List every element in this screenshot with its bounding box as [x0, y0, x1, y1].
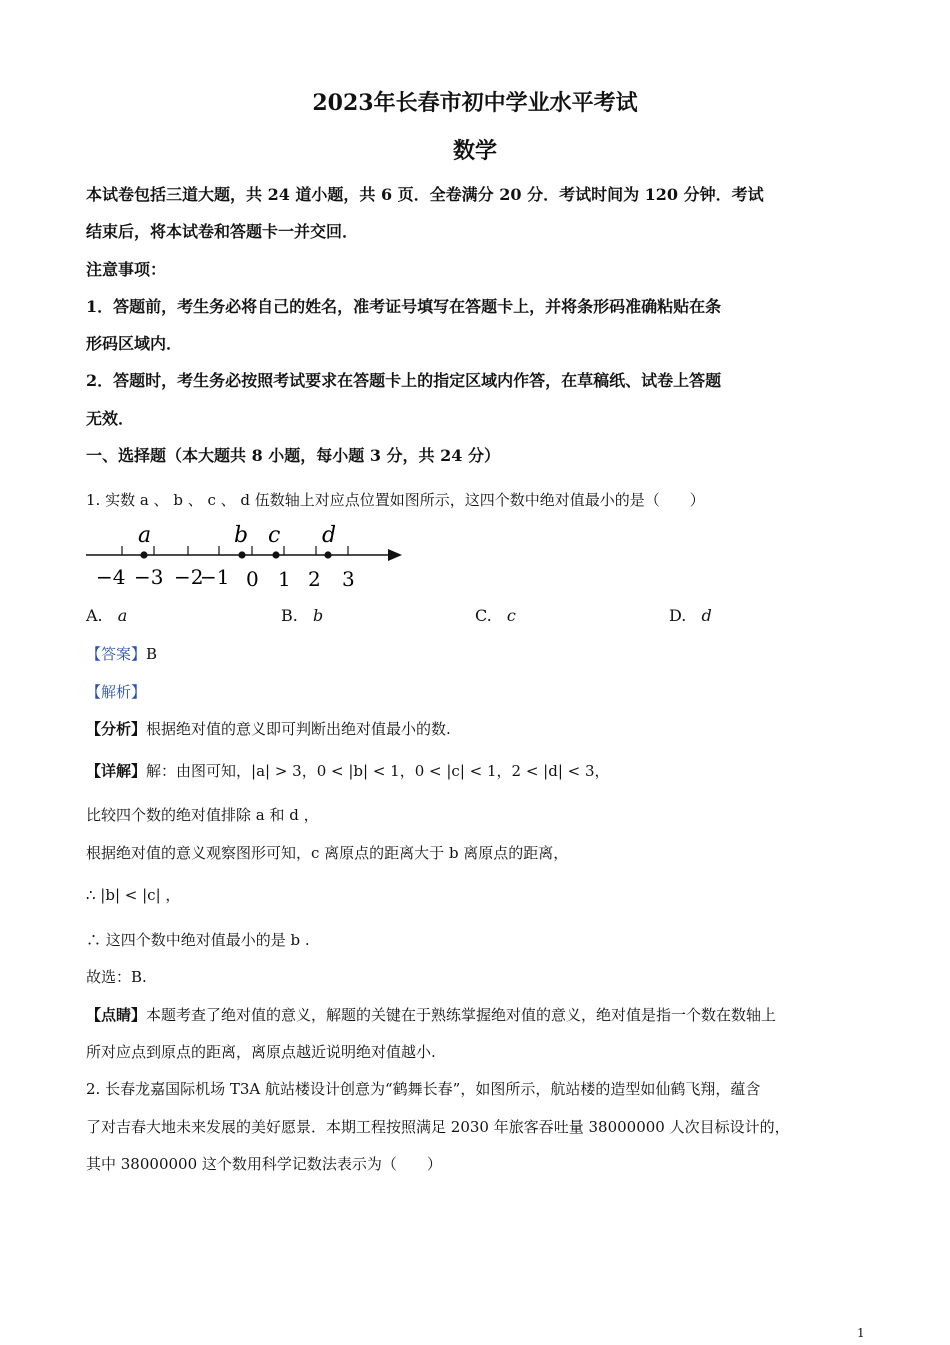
solution-step-3: ∴ |b| < |c| ，: [86, 886, 181, 904]
tick-label: −1: [200, 565, 230, 589]
choice-value: b: [312, 606, 324, 625]
question-2-line-2: 了对吉春大地未来发展的美好愿景．本期工程按照满足 2030 年旅客吞吐量 38000000 人次目标设计的，: [86, 1118, 790, 1136]
page-number: 1: [857, 1326, 865, 1340]
analysis-tag: 【解析】: [86, 683, 147, 701]
choice-d: [669, 606, 712, 625]
choice-a: [86, 606, 127, 625]
point-b: [238, 551, 245, 558]
solution-step-1: 比较四个数的绝对值排除 a 和 d ，: [86, 806, 319, 824]
notice-2-line-2: 无效．: [86, 409, 135, 428]
choice-value: c: [506, 606, 516, 625]
point-d: [324, 551, 331, 558]
tick-label: −3: [134, 565, 164, 589]
dianjing-row: [86, 1004, 776, 1025]
tick-label: 1: [278, 567, 291, 591]
tick-label: 3: [342, 567, 355, 591]
number-line-figure: [82, 520, 412, 592]
intro-line-1: 本试卷包括三道大题，共 24 道小题，共 6 页．全卷满分 20 分．考试时间为 120 分钟．考试: [86, 185, 764, 204]
notice-title: 注意事项：: [86, 260, 167, 279]
question-2-line-1: 2. 长春龙嘉国际机场 T3A 航站楼设计创意为“鹤舞长春”，如图所示，航站楼的造型如仙鹤飞翔，蕴含: [86, 1080, 761, 1098]
choice-letter: D.: [669, 606, 687, 625]
xiangjie-tag: 【详解】: [86, 762, 147, 780]
fenxi-row: [86, 718, 451, 739]
choice-letter: A.: [86, 606, 103, 625]
fenxi-text: 根据绝对值的意义即可判断出绝对值最小的数.: [146, 720, 451, 738]
point-c: [272, 551, 279, 558]
notice-2-line-1: 2．答题时，考生务必按照考试要求在答题卡上的指定区域内作答，在草稿纸、试卷上答题: [86, 371, 722, 390]
point-label-c: c: [268, 523, 281, 548]
dianjing-text: 本题考查了绝对值的意义，解题的关键在于熟练掌握绝对值的意义，绝对值是指一个数在数轴上: [146, 1006, 777, 1024]
question-1-stem: 1. 实数 a 、 b 、 c 、 d 伍数轴上对应点位置如图所示，这四个数中绝对值最小的是（ ）: [86, 491, 705, 509]
solution-step-5: 故选：B.: [86, 968, 147, 986]
choice-letter: B.: [281, 606, 298, 625]
xiangjie-row: [86, 760, 610, 781]
answer-tag: 【答案】: [86, 645, 147, 663]
dianjing-line-2: 所对应点到原点的距离，离原点越近说明绝对值越小.: [86, 1043, 436, 1061]
dianjing-tag: 【点睛】: [86, 1006, 147, 1024]
intro-line-2: 结束后，将本试卷和答题卡一并交回．: [86, 222, 359, 241]
choice-letter: C.: [475, 606, 492, 625]
point-label-a: a: [138, 523, 152, 548]
choice-value: d: [701, 606, 712, 625]
solution-step-2: 根据绝对值的意义观察图形可知，c 离原点的距离大于 b 离原点的距离，: [86, 844, 569, 862]
section-1-heading: 一、选择题（本大题共 8 小题，每小题 3 分，共 24 分）: [86, 446, 500, 465]
subject-title: 数学: [452, 138, 497, 164]
point-label-b: b: [234, 523, 249, 548]
exam-title: 2023年长春市初中学业水平考试: [312, 90, 638, 116]
choice-b: [281, 606, 323, 625]
answer-value: B: [146, 645, 158, 663]
point-label-d: d: [322, 523, 337, 548]
notice-1-line-1: 1．答题前，考生务必将自己的姓名，准考证号填写在答题卡上，并将条形码准确粘贴在条: [86, 297, 722, 316]
answer-row: [86, 643, 157, 664]
tick-label: −2: [174, 565, 204, 589]
tick-label: 0: [246, 567, 259, 591]
question-2-line-3: 其中 38000000 这个数用科学记数法表示为（ ）: [86, 1155, 442, 1173]
tick-label: 2: [308, 567, 321, 591]
solution-step-4: ∴ 这四个数中绝对值最小的是 b .: [86, 931, 310, 949]
xiangjie-text: 解：由图可知，|a| > 3，0 < |b| < 1，0 < |c| < 1，2 < |d| < 3，: [146, 762, 610, 780]
notice-1-line-2: 形码区域内．: [86, 334, 183, 353]
tick-label: −4: [96, 565, 126, 589]
choice-c: [475, 606, 516, 625]
fenxi-tag: 【分析】: [86, 720, 147, 738]
point-a: [140, 551, 147, 558]
choice-value: a: [117, 606, 128, 625]
number-line-arrow: [388, 549, 402, 561]
